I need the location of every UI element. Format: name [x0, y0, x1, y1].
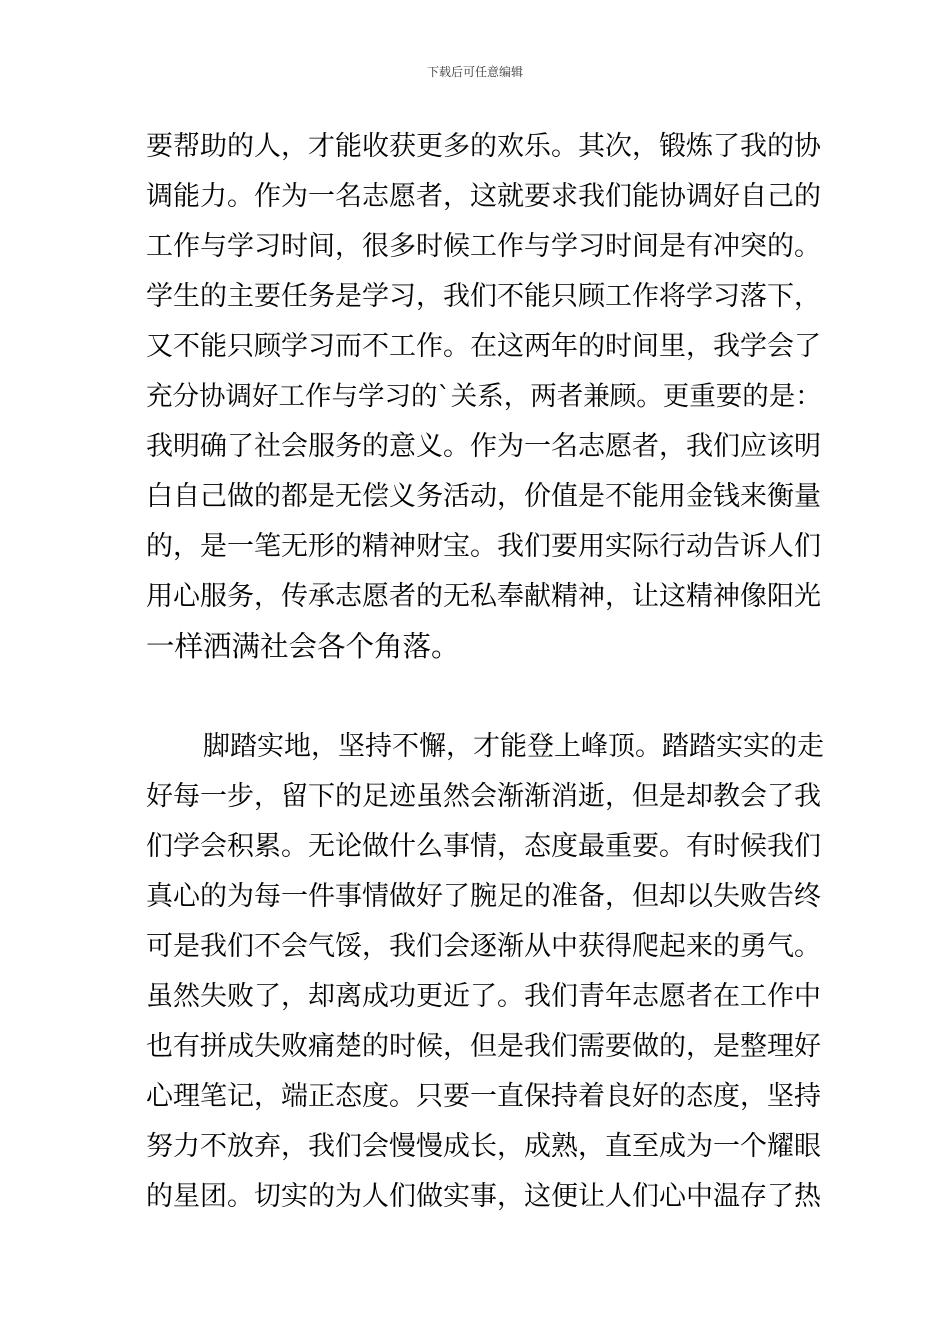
- text-line: 我明确了社会服务的意义。作为一名志愿者，我们应该明: [146, 431, 821, 462]
- text-line: 虽然失败了，却离成功更近了。我们青年志愿者在工作中: [146, 981, 821, 1012]
- text-line: 充分协调好工作与学习的`关系，两者兼顾。更重要的是：: [146, 381, 822, 412]
- text-line: 的星团。切实的为人们做实事，这便让人们心中温存了热: [146, 1181, 821, 1212]
- text-line: 工作与学习时间，很多时候工作与学习时间是有冲突的。: [146, 231, 821, 262]
- text-line: 脚踏实地，坚持不懈，才能登上峰顶。踏踏实实的走: [203, 731, 824, 762]
- page-header: 下载后可任意编辑: [426, 65, 523, 79]
- text-line: 努力不放弃，我们会慢慢成长，成熟，直至成为一个耀眼: [146, 1131, 821, 1162]
- text-line: 一样洒满社会各个角落。: [146, 630, 460, 663]
- text-line: 真心的为每一件事情做好了腕足的准备，但却以失败告终: [146, 881, 821, 912]
- text-line: 白自己做的都是无偿义务活动，价值是不能用金钱来衡量: [146, 481, 821, 512]
- text-line: 可是我们不会气馁，我们会逐渐从中获得爬起来的勇气。: [146, 931, 821, 962]
- text-line: 的，是一笔无形的精神财宝。我们要用实际行动告诉人们: [146, 531, 821, 562]
- text-line: 又不能只顾学习而不工作。在这两年的时间里，我学会了: [146, 331, 821, 362]
- text-line: 好每一步，留下的足迹虽然会渐渐消逝，但是却教会了我: [146, 781, 821, 812]
- text-line: 要帮助的人，才能收获更多的欢乐。其次，锻炼了我的协: [146, 131, 821, 162]
- text-line: 学生的主要任务是学习，我们不能只顾工作将学习落下，: [146, 281, 821, 312]
- text-line: 们学会积累。无论做什么事情，态度最重要。有时候我们: [146, 831, 821, 862]
- text-line: 心理笔记，端正态度。只要一直保持着良好的态度，坚持: [146, 1081, 821, 1112]
- text-line: 用心服务，传承志愿者的无私奉献精神，让这精神像阳光: [146, 581, 821, 612]
- text-line: 也有拼成失败痛楚的时候，但是我们需要做的，是整理好: [146, 1031, 821, 1062]
- text-line: 调能力。作为一名志愿者，这就要求我们能协调好自己的: [146, 181, 821, 212]
